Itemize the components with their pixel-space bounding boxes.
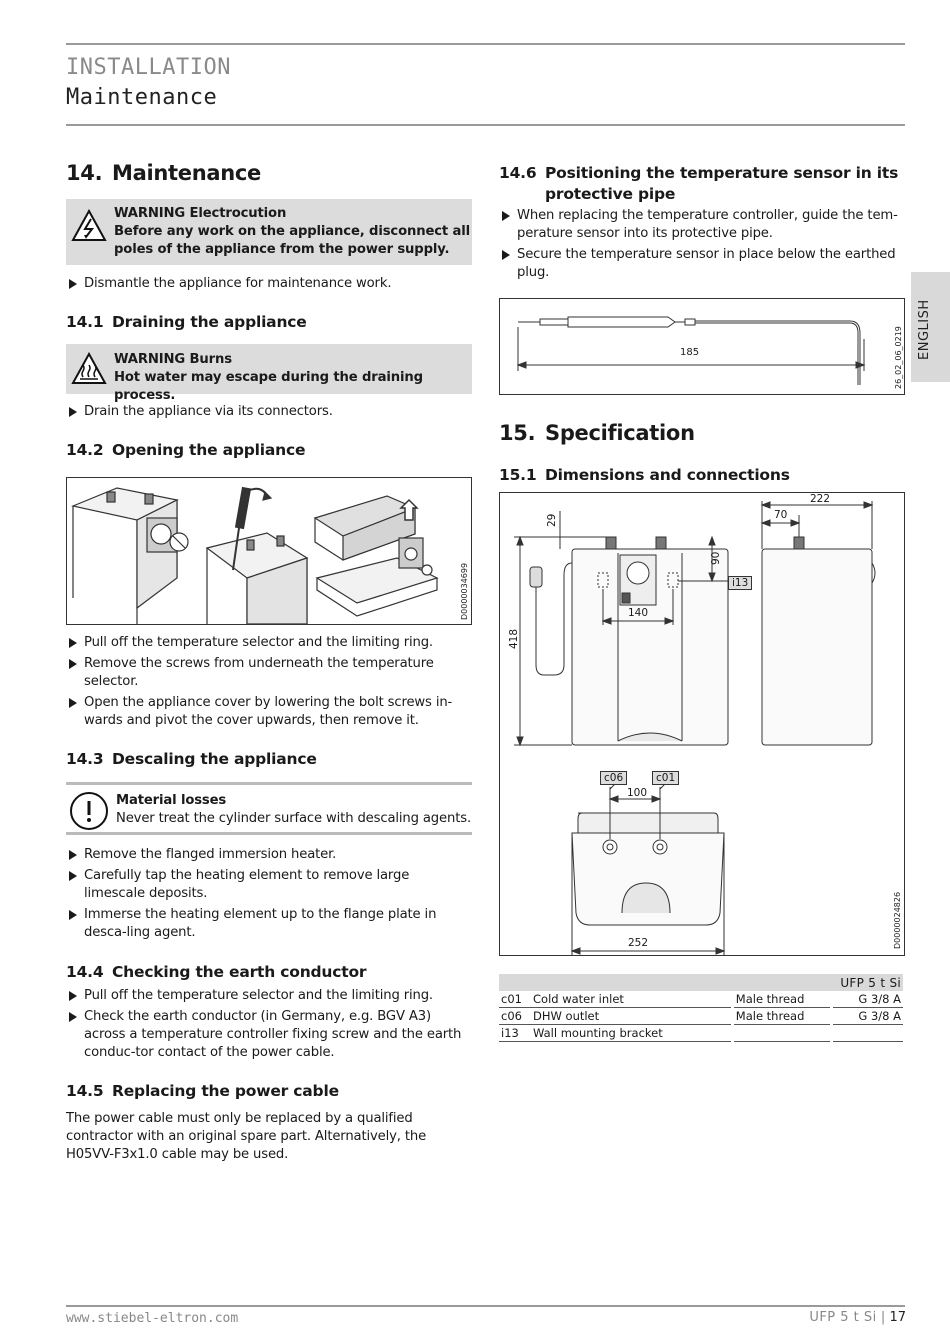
list-item: Open the appliance cover by lowering the bolt screws in-wards and pivot the cover upwards, then remove it.	[66, 694, 472, 730]
cell-name: Cold water inlet	[531, 991, 731, 1008]
footer-product-name: UFP 5 t Si	[809, 1310, 877, 1325]
warning-title: WARNING Burns	[114, 352, 232, 367]
list-item: Immerse the heating element up to the flange plate in desca-ling agent.	[66, 906, 472, 942]
section-14-6-heading	[499, 163, 905, 205]
table-row	[499, 1008, 903, 1025]
cell-code: c06	[499, 1008, 531, 1025]
section-14-3-bullets	[66, 846, 472, 945]
section-number: 14.1	[66, 313, 104, 331]
list-item: Carefully tap the heating element to remove large limescale deposits.	[66, 867, 472, 903]
warning-electrocution	[66, 199, 472, 265]
cell-name: DHW outlet	[531, 1008, 731, 1025]
figure-code: D0000034699	[460, 562, 469, 620]
list-item: Drain the appliance via its connectors.	[66, 403, 472, 421]
electrocution-warning-icon	[71, 209, 107, 243]
section-14-2-heading	[66, 441, 305, 459]
exclamation-icon	[68, 791, 110, 833]
list-item: Check the earth conductor (in Germany, e.g. BGV A3) across a temperature controller fixing screw and the earth conduc-tor contact of the power cable.	[66, 1008, 472, 1062]
figure-dimensions	[499, 492, 905, 956]
section-14-2-bullets	[66, 634, 472, 733]
header-section: INSTALLATION	[66, 55, 231, 80]
dimension-252: 252	[628, 937, 649, 949]
cell-value: G 3/8 A	[833, 1008, 903, 1025]
cell-code: i13	[499, 1025, 531, 1042]
section-title: Specification	[545, 421, 695, 445]
language-tab	[911, 272, 950, 382]
section-number: 14.4	[66, 963, 104, 981]
section-14-5-text: The power cable must only be replaced by a qualified contractor with an original spare part. Alternatively, the H05VV-F3x1.0 cable may be used.	[66, 1111, 427, 1162]
list-item: Pull off the temperature selector and the limiting ring.	[66, 987, 472, 1005]
section-14-5-heading	[66, 1082, 339, 1100]
cell-name: Wall mounting bracket	[531, 1025, 731, 1042]
section-14-6-bullets	[499, 207, 899, 285]
figure-opening-appliance	[66, 477, 472, 625]
table-header-cell	[499, 974, 731, 991]
section-14-4-heading	[66, 963, 366, 981]
list-item: Pull off the temperature selector and the limiting ring.	[66, 634, 472, 652]
warning-burns	[66, 344, 472, 403]
dimension-70: 70	[774, 509, 788, 521]
header-subsection: Maintenance	[66, 85, 218, 110]
section-14-1-bullets	[66, 403, 472, 424]
section-title: Dimensions and connections	[545, 466, 790, 484]
figure-temperature-sensor	[499, 298, 905, 395]
table-row	[499, 991, 903, 1008]
figure-code: D0000024826	[893, 891, 902, 949]
list-item: When replacing the temperature controller, guide the tem-perature sensor into its protective pipe.	[499, 207, 899, 243]
warning-text: Before any work on the appliance, disconnect all poles of the appliance from the power supply.	[114, 224, 471, 257]
warning-text: Hot water may escape during the draining process.	[114, 370, 423, 403]
opening-appliance-illustration	[67, 478, 471, 624]
dimension-222: 222	[810, 493, 831, 505]
list-item: Remove the screws from underneath the temperature selector.	[66, 655, 472, 691]
notice-bottom-rule	[66, 832, 472, 835]
section-14-3-heading	[66, 750, 317, 768]
dimensions-drawing	[500, 493, 904, 955]
section-title-line1: Positioning the temperature sensor in its	[545, 164, 899, 182]
notice-material-losses	[66, 786, 472, 830]
section-number: 14.5	[66, 1082, 104, 1100]
section-number: 14.	[66, 161, 103, 185]
section-15-heading	[499, 421, 695, 445]
spec-table	[499, 974, 903, 1042]
section-title: Checking the earth conductor	[112, 963, 367, 981]
figure-code: 26_02_06_0219	[894, 326, 903, 389]
language-tab-label: ENGLISH	[917, 299, 932, 360]
warning-title: WARNING Electrocution	[114, 206, 287, 221]
notice-text: Never treat the cylinder surface with descaling agents.	[116, 811, 471, 826]
cell-type	[734, 1025, 830, 1042]
dimension-29: 29	[546, 513, 558, 527]
dimension-90: 90	[710, 551, 722, 565]
section-14-bullets	[66, 275, 472, 296]
section-number: 14.6	[499, 164, 537, 182]
section-title: Opening the appliance	[112, 441, 306, 459]
section-15-1-heading	[499, 466, 790, 484]
section-title: Draining the appliance	[112, 313, 307, 331]
header-top-rule	[66, 43, 905, 45]
section-14-heading	[66, 161, 261, 185]
section-14-4-bullets	[66, 987, 472, 1065]
section-title: Descaling the appliance	[112, 750, 317, 768]
table-header-cell	[734, 974, 830, 991]
label-c01: c01	[652, 771, 679, 785]
dimension-418: 418	[508, 628, 520, 649]
footer-product	[809, 1310, 906, 1325]
table-header-cell: UFP 5 t Si	[833, 974, 903, 991]
hot-surface-warning-icon	[71, 352, 107, 386]
footer-separator: |	[880, 1310, 886, 1325]
footer-rule	[66, 1305, 905, 1307]
label-i13: i13	[728, 576, 752, 590]
cell-value: G 3/8 A	[833, 991, 903, 1008]
list-item: Dismantle the appliance for maintenance work.	[66, 275, 472, 293]
cell-type: Male thread	[734, 1008, 830, 1025]
notice-top-rule	[66, 782, 472, 785]
section-number: 15.	[499, 421, 536, 445]
section-title: Replacing the power cable	[112, 1082, 339, 1100]
section-number: 14.3	[66, 750, 104, 768]
header-bottom-rule	[66, 124, 905, 126]
section-14-1-heading	[66, 313, 307, 331]
dimension-140: 140	[628, 607, 649, 619]
list-item: Remove the flanged immersion heater.	[66, 846, 472, 864]
cell-code: c01	[499, 991, 531, 1008]
temperature-sensor-drawing	[500, 299, 904, 394]
section-number: 14.2	[66, 441, 104, 459]
footer-url: www.stiebel-eltron.com	[66, 1311, 239, 1326]
dimension-label: 185	[680, 347, 700, 358]
section-title-line2: protective pipe	[545, 185, 676, 203]
notice-title: Material losses	[116, 793, 227, 808]
section-number: 15.1	[499, 466, 537, 484]
label-c06: c06	[600, 771, 627, 785]
table-header-row	[499, 974, 903, 991]
page-number: 17	[889, 1310, 906, 1325]
dimension-100: 100	[627, 787, 648, 799]
cell-type: Male thread	[734, 991, 830, 1008]
list-item: Secure the temperature sensor in place below the earthed plug.	[499, 246, 899, 282]
cell-value	[833, 1025, 903, 1042]
section-title: Maintenance	[112, 161, 261, 185]
table-row	[499, 1025, 903, 1042]
